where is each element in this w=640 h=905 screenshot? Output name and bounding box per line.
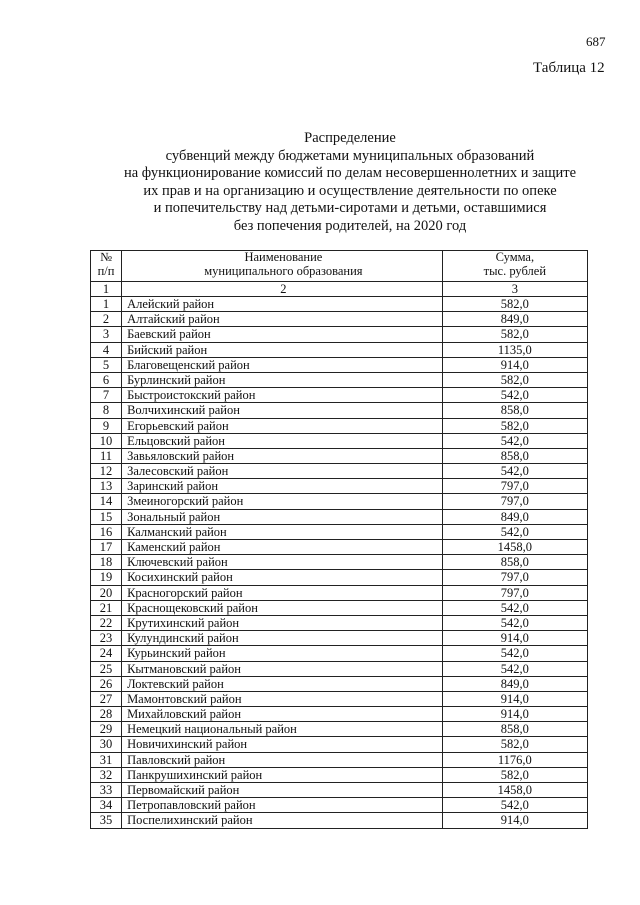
row-number: 27 [91, 691, 122, 706]
row-name: Алтайский район [122, 312, 443, 327]
document-title [96, 130, 604, 235]
row-sum: 542,0 [442, 798, 587, 813]
row-name: Бурлинский район [122, 372, 443, 387]
row-name: Егорьевский район [122, 418, 443, 433]
row-number: 8 [91, 403, 122, 418]
header-number: № п/п [91, 251, 122, 282]
table-label: Таблица 12 [533, 60, 605, 76]
row-name: Бийский район [122, 342, 443, 357]
row-number: 2 [91, 312, 122, 327]
table-row [91, 479, 588, 494]
row-number: 18 [91, 555, 122, 570]
title-line: их прав и на организацию и осуществление деятельности по опеке [143, 182, 557, 199]
row-number: 11 [91, 448, 122, 463]
row-name: Павловский район [122, 752, 443, 767]
row-sum: 858,0 [442, 722, 587, 737]
table-row [91, 570, 588, 585]
row-sum: 542,0 [442, 388, 587, 403]
table-row [91, 600, 588, 615]
row-number: 25 [91, 661, 122, 676]
row-number: 23 [91, 631, 122, 646]
table-row [91, 767, 588, 782]
row-sum: 582,0 [442, 327, 587, 342]
table-row [91, 615, 588, 630]
row-name: Немецкий национальный район [122, 722, 443, 737]
row-sum: 1458,0 [442, 540, 587, 555]
row-name: Ельцовский район [122, 433, 443, 448]
table-row [91, 752, 588, 767]
row-number: 20 [91, 585, 122, 600]
row-number: 7 [91, 388, 122, 403]
table-row [91, 783, 588, 798]
title-line: на функционирование комиссий по делам несовершеннолетних и защите [123, 165, 577, 181]
table-row [91, 676, 588, 691]
row-number: 12 [91, 464, 122, 479]
row-number: 31 [91, 752, 122, 767]
title-line: субвенций между бюджетами муниципальных образований [165, 147, 535, 164]
table-row [91, 448, 588, 463]
table-row [91, 312, 588, 327]
table-row [91, 585, 588, 600]
row-name: Крутихинский район [122, 615, 443, 630]
table-row [91, 707, 588, 722]
row-number: 22 [91, 615, 122, 630]
row-sum: 582,0 [442, 297, 587, 312]
row-number: 10 [91, 433, 122, 448]
row-sum: 582,0 [442, 767, 587, 782]
row-number: 16 [91, 524, 122, 539]
row-sum: 858,0 [442, 448, 587, 463]
row-number: 15 [91, 509, 122, 524]
row-sum: 797,0 [442, 585, 587, 600]
table-row [91, 737, 588, 752]
row-sum: 1458,0 [442, 783, 587, 798]
row-sum: 582,0 [442, 737, 587, 752]
title-line: без попечения родителей, на 2020 год [233, 217, 467, 234]
title-line: Распределение [304, 130, 396, 146]
table-row [91, 418, 588, 433]
table-row [91, 494, 588, 509]
row-sum: 542,0 [442, 600, 587, 615]
row-number: 26 [91, 676, 122, 691]
column-number: 2 [122, 282, 443, 297]
row-number: 32 [91, 767, 122, 782]
row-sum: 542,0 [442, 646, 587, 661]
row-number: 30 [91, 737, 122, 752]
header-name: Наименование муниципального образования [122, 251, 443, 282]
table-row [91, 524, 588, 539]
row-sum: 914,0 [442, 631, 587, 646]
table-row [91, 403, 588, 418]
row-number: 24 [91, 646, 122, 661]
row-name: Быстроистокский район [122, 388, 443, 403]
row-number: 21 [91, 600, 122, 615]
row-number: 14 [91, 494, 122, 509]
table-body [91, 297, 588, 829]
row-number: 33 [91, 783, 122, 798]
row-sum: 542,0 [442, 615, 587, 630]
column-number: 1 [91, 282, 122, 297]
table-row [91, 372, 588, 387]
row-number: 29 [91, 722, 122, 737]
row-name: Благовещенский район [122, 357, 443, 372]
table-row [91, 388, 588, 403]
table-row [91, 722, 588, 737]
table-row [91, 661, 588, 676]
row-name: Поспелихинский район [122, 813, 443, 828]
row-sum: 858,0 [442, 555, 587, 570]
distribution-table [90, 250, 588, 829]
row-name: Заринский район [122, 479, 443, 494]
title-line: и попечительству над детьми-сиротами и детьми, оставшимися [153, 200, 547, 216]
table-row [91, 509, 588, 524]
row-sum: 542,0 [442, 433, 587, 448]
row-name: Баевский район [122, 327, 443, 342]
row-sum: 582,0 [442, 418, 587, 433]
row-sum: 582,0 [442, 372, 587, 387]
row-number: 13 [91, 479, 122, 494]
row-sum: 1176,0 [442, 752, 587, 767]
table-row [91, 798, 588, 813]
table-row [91, 691, 588, 706]
row-name: Каменский район [122, 540, 443, 555]
row-name: Краснощековский район [122, 600, 443, 615]
row-name: Кулундинский район [122, 631, 443, 646]
row-name: Ключевский район [122, 555, 443, 570]
row-sum: 849,0 [442, 509, 587, 524]
table-header-row [91, 251, 588, 282]
row-number: 3 [91, 327, 122, 342]
table-row [91, 813, 588, 828]
row-name: Панкрушихинский район [122, 767, 443, 782]
header-sum: Сумма, тыс. рублей [442, 251, 587, 282]
table-row [91, 297, 588, 312]
column-number-row [91, 282, 588, 297]
table-row [91, 327, 588, 342]
row-name: Змеиногорский район [122, 494, 443, 509]
row-name: Мамонтовский район [122, 691, 443, 706]
row-name: Косихинский район [122, 570, 443, 585]
row-sum: 1135,0 [442, 342, 587, 357]
row-number: 19 [91, 570, 122, 585]
row-sum: 797,0 [442, 570, 587, 585]
row-sum: 914,0 [442, 813, 587, 828]
row-name: Калманский район [122, 524, 443, 539]
row-name: Залесовский район [122, 464, 443, 479]
row-number: 34 [91, 798, 122, 813]
row-name: Локтевский район [122, 676, 443, 691]
column-number: 3 [442, 282, 587, 297]
row-sum: 542,0 [442, 524, 587, 539]
row-sum: 914,0 [442, 707, 587, 722]
row-name: Курьинский район [122, 646, 443, 661]
table-row [91, 464, 588, 479]
row-name: Красногорский район [122, 585, 443, 600]
row-number: 35 [91, 813, 122, 828]
row-sum: 797,0 [442, 479, 587, 494]
row-sum: 542,0 [442, 661, 587, 676]
row-number: 5 [91, 357, 122, 372]
table-row [91, 631, 588, 646]
row-name: Кытмановский район [122, 661, 443, 676]
row-number: 9 [91, 418, 122, 433]
row-sum: 542,0 [442, 464, 587, 479]
table-row [91, 540, 588, 555]
row-number: 6 [91, 372, 122, 387]
row-name: Зональный район [122, 509, 443, 524]
row-name: Завьяловский район [122, 448, 443, 463]
table-row [91, 555, 588, 570]
row-name: Петропавловский район [122, 798, 443, 813]
row-sum: 914,0 [442, 357, 587, 372]
row-sum: 914,0 [442, 691, 587, 706]
row-number: 28 [91, 707, 122, 722]
row-number: 4 [91, 342, 122, 357]
row-name: Алейский район [122, 297, 443, 312]
table-row [91, 433, 588, 448]
row-sum: 849,0 [442, 676, 587, 691]
row-sum: 849,0 [442, 312, 587, 327]
row-name: Волчихинский район [122, 403, 443, 418]
row-number: 1 [91, 297, 122, 312]
table-row [91, 357, 588, 372]
row-sum: 797,0 [442, 494, 587, 509]
row-number: 17 [91, 540, 122, 555]
row-sum: 858,0 [442, 403, 587, 418]
row-name: Новичихинский район [122, 737, 443, 752]
row-name: Первомайский район [122, 783, 443, 798]
table-row [91, 342, 588, 357]
page-number: 687 [586, 34, 606, 49]
row-name: Михайловский район [122, 707, 443, 722]
table-row [91, 646, 588, 661]
